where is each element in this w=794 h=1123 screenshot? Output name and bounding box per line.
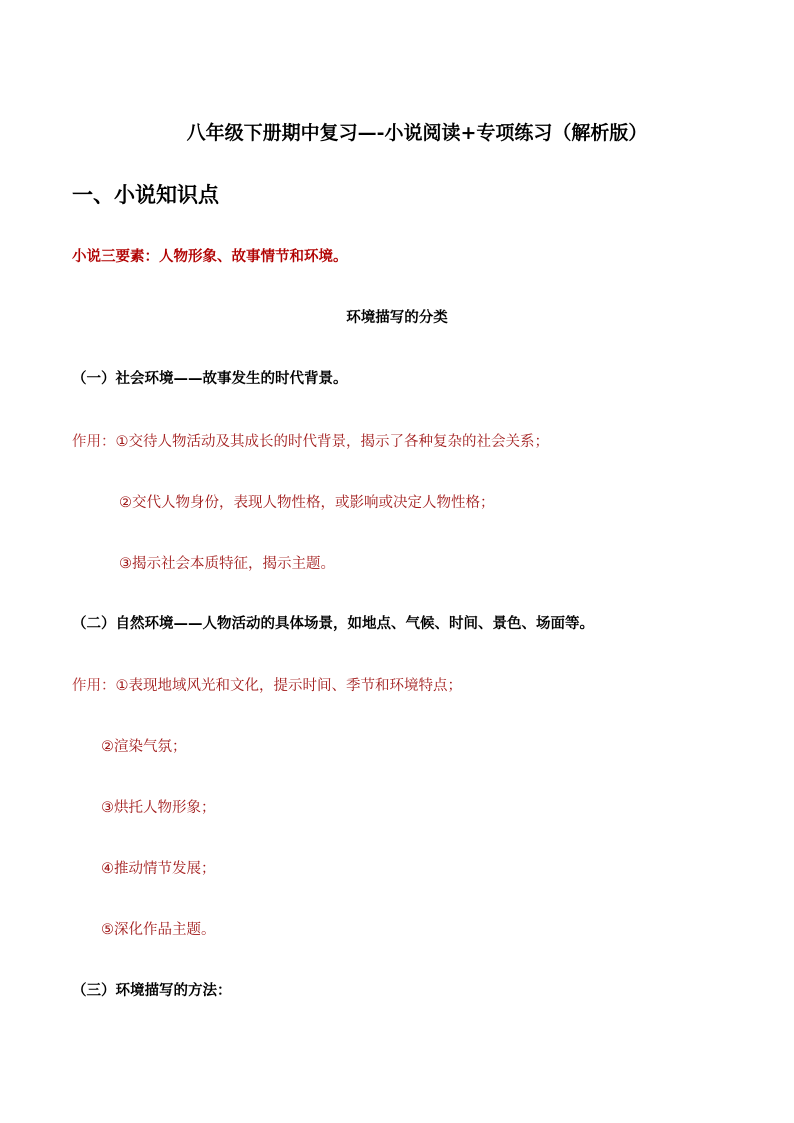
classification-heading: 环境描写的分类 — [346, 310, 448, 326]
social-effect-item-1 — [72, 430, 549, 451]
natural-effect-text-1: ①表现地域风光和文化，提示时间、季节和环境特点； — [115, 678, 462, 694]
document-title: 八年级下册期中复习—-小说阅读+专项练习（解析版） — [186, 122, 648, 144]
methods-heading: （三）环境描写的方法： — [72, 983, 232, 999]
natural-effect-item-1 — [72, 674, 462, 695]
natural-effect-item-2: ②渲染气氛； — [101, 739, 187, 755]
natural-effect-item-4: ④推动情节发展； — [101, 861, 216, 877]
social-effect-label: 作用： — [72, 434, 116, 450]
section-heading-novel-knowledge: 一、小说知识点 — [72, 182, 219, 207]
natural-effect-item-5: ⑤深化作品主题。 — [101, 922, 216, 938]
natural-effect-label: 作用： — [72, 678, 116, 694]
social-effect-item-2: ②交代人物身份，表现人物性格，或影响或决定人物性格； — [119, 495, 495, 511]
three-elements-line: 小说三要素：人物形象、故事情节和环境。 — [72, 249, 348, 265]
social-environment-heading: （一）社会环境——故事发生的时代背景。 — [72, 371, 348, 387]
social-effect-text-1: ①交待人物活动及其成长的时代背景，揭示了各种复杂的社会关系； — [115, 434, 549, 450]
social-effect-item-3: ③揭示社会本质特征，揭示主题。 — [119, 556, 335, 572]
natural-environment-heading: （二）自然环境——人物活动的具体场景，如地点、气候、时间、景色、场面等。 — [72, 616, 594, 632]
natural-effect-item-3: ③烘托人物形象； — [101, 800, 216, 816]
